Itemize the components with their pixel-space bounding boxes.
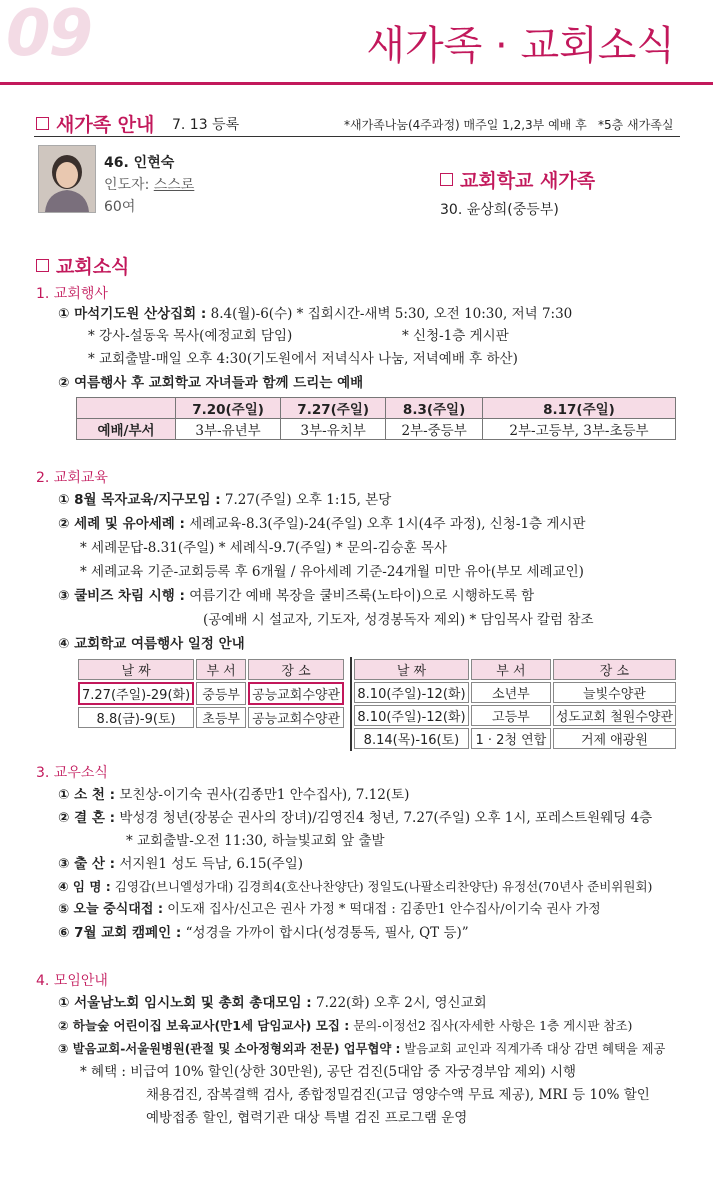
newcomer-photo [38,145,96,213]
table-cell: 고등부 [471,705,551,726]
s2-line-5: ③ 쿨비즈 차림 시행 : 여름기간 예배 복장을 쿨비즈룩(노타이)으로 시행하도록 함 [58,588,535,604]
s3-line-1: ① 소 천 : 모친상-이기숙 권사(김종만1 안수집사), 7.12(토) [58,787,410,803]
newcomer-guide: 인도자: 스스로 [104,177,195,193]
section-4-title: 4. 모임안내 [36,973,108,989]
table-header: 날 짜 [78,659,194,680]
table-cell: 소년부 [471,682,551,703]
table-header: 8.3(주일) [386,398,483,419]
s2-line-6: (공예배 시 설교자, 기도자, 성경봉독자 제외) * 담임목사 칼럼 참조 [203,612,594,628]
table-cell: 2부-중등부 [386,419,483,440]
table-cell: 공능교회수양관 [248,707,344,728]
s1-line-3: * 교회출발-매일 오후 4:30(기도원에서 저녁식사 나눔, 저녁예배 후 하산) [88,351,518,367]
worship-table [76,397,676,440]
s1-line-2b: * 신청-1층 게시판 [402,328,509,344]
s4-line-4: * 혜택 : 비급여 10% 할인(상한 30만원), 공단 검진(5대암 중 자궁경부암 제외) 시행 [80,1064,577,1080]
table-cell: 공능교회수양관 [248,682,344,705]
newcomers-heading: 새가족 안내 [36,110,154,137]
s2-line-7: ④ 교회학교 여름행사 일정 안내 [58,636,245,652]
s3-line-4: ③ 출 산 : 서지원1 성도 득남, 6.15(주일) [58,856,304,872]
s4-line-3: ③ 발음교회-서울원병원(관절 및 소아정형외과 전문) 업무협약 : 발음교회 교인과 직계가족 대상 감면 혜택을 제공 [58,1042,666,1056]
table-cell: 8.8(금)-9(토) [78,707,194,728]
checkbox-icon [36,117,49,130]
section-1-title: 1. 교회행사 [36,286,108,302]
s3-line-6: ⑤ 오늘 중식대접 : 이도재 집사/신고은 권사 가정 * 떡대접 : 김종만1 안수집사/이기숙 권사 가정 [58,902,601,917]
s2-line-3: * 세례문답-8.31(주일) * 세례식-9.7(주일) * 문의-김승훈 목사 [80,540,448,556]
table-cell: 2부-고등부, 3부-초등부 [482,419,675,440]
newcomer-age: 60여 [104,199,136,215]
table-header: 7.20(주일) [176,398,281,419]
s4-line-1: ① 서울남노회 임시노회 및 총회 총대모임 : 7.22(화) 오후 2시, 영신교회 [58,995,487,1011]
news-heading: 교회소식 [36,252,129,279]
title-rule [0,82,713,85]
table-row-label: 예배/부서 [77,419,176,440]
table-header: 장 소 [553,659,676,680]
section-2-title: 2. 교회교육 [36,470,108,486]
person-photo-icon [39,146,95,212]
table-cell: 늘빛수양관 [553,682,676,703]
table-cell: 8.10(주일)-12(화) [354,705,469,726]
page-number: 09 [6,0,92,71]
s3-line-3: * 교회출발-오전 11:30, 하늘빛교회 앞 출발 [126,833,385,849]
table-header: 7.27(주일) [281,398,386,419]
page-title: 새가족 · 교회소식 [366,23,675,69]
newcomers-note-1: *새가족나눔(4주과정) 매주일 1,2,3부 예배 후 [344,118,587,132]
table-header: 8.17(주일) [482,398,675,419]
school-newcomers-heading: 교회학교 새가족 [440,166,595,193]
table-cell: 성도교회 철원수양관 [553,705,676,726]
checkbox-icon [36,259,49,272]
table-cell: 8.10(주일)-12(화) [354,682,469,703]
table-cell: 7.27(주일)-29(화) [78,682,194,705]
s4-line-6: 예방접종 할인, 협력기관 대상 특별 검진 프로그램 운영 [146,1110,468,1126]
section-3-title: 3. 교우소식 [36,765,108,781]
school-newcomer-item: 30. 윤상희(중등부) [440,202,559,218]
s3-line-7: ⑥ 7월 교회 캠페인 : “성경을 가까이 합시다(성경통독, 필사, QT 등)” [58,925,469,941]
newcomers-note-2: *5층 새가족실 [598,118,674,132]
s2-line-2: ② 세례 및 유아세례 : 세례교육-8.3(주일)-24(주일) 오후 1시(4주 과정), 신청-1층 게시판 [58,516,586,532]
s4-line-2: ② 하늘숲 어린이집 보육교사(만1세 담임교사) 모집 : 문의-이정선2 집사(자세한 사항은 1층 게시판 참조) [58,1018,633,1033]
s3-line-5: ④ 임 명 : 김영갑(브니엘성가대) 김경희4(호산나찬양단) 정일도(나팔소리찬양단) 유정선(70년사 준비위원회) [58,879,653,894]
newcomer-name: 46. 인현숙 [104,155,175,171]
s1-line-2: * 강사-설동욱 목사(예정교회 담임) [88,328,293,344]
s2-line-1: ① 8월 목자교육/지구모임 : 7.27(주일) 오후 1:15, 본당 [58,492,392,508]
table-cell: 초등부 [196,707,246,728]
schedule-table-right [350,657,678,751]
checkbox-icon [440,173,453,186]
table-corner [77,398,176,419]
section-underline [34,136,680,137]
table-cell: 3부-유치부 [281,419,386,440]
table-header: 장 소 [248,659,344,680]
s2-line-4: * 세례교육 기준-교회등록 후 6개월 / 유아세례 기준-24개월 미만 유아(부모 세례교인) [80,564,584,580]
table-cell: 3부-유년부 [176,419,281,440]
table-cell: 8.14(목)-16(토) [354,728,469,749]
s4-line-5: 채용검진, 잠복결핵 검사, 종합정밀검진(고급 영양수액 무료 제공), MRI 등 10% 할인 [146,1087,650,1103]
table-header: 부 서 [196,659,246,680]
table-header: 부 서 [471,659,551,680]
s1-line-4: ② 여름행사 후 교회학교 자녀들과 함께 드리는 예배 [58,375,364,391]
table-cell: 1 · 2청 연합 [471,728,551,749]
table-cell: 중등부 [196,682,246,705]
s3-line-2: ② 결 혼 : 박성경 청년(장봉순 권사의 장녀)/김영진4 청년, 7.27(주일) 오후 1시, 포레스트원웨딩 4층 [58,810,653,826]
s1-line-1: ① 마석기도원 산상집회 : 8.4(월)-6(수) * 집회시간-새벽 5:30, 오전 10:30, 저녁 7:30 [58,306,573,322]
table-header: 날 짜 [354,659,469,680]
table-cell: 거제 애광원 [553,728,676,749]
schedule-table-left [76,657,346,730]
newcomers-date: 7. 13 등록 [172,117,240,133]
